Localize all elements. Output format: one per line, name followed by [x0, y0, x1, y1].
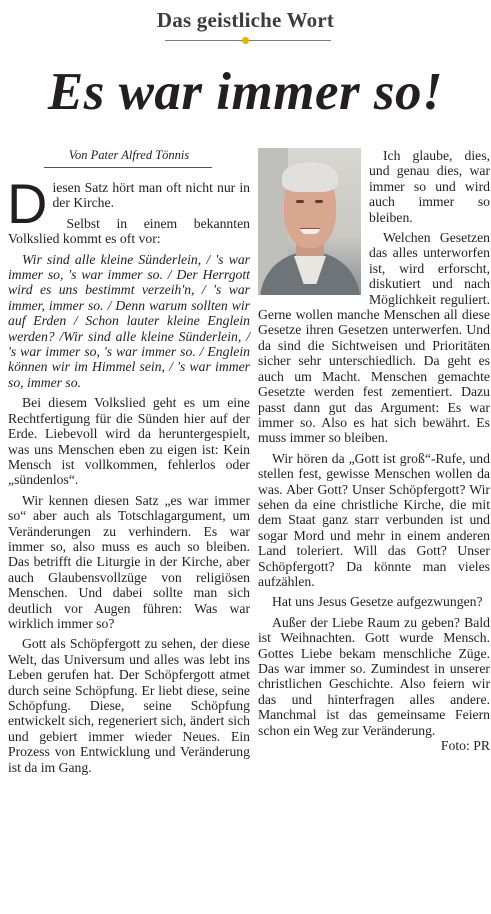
kicker-accent-dot	[242, 37, 249, 44]
paragraph-3: Bei diesem Volkslied geht es um eine Rechtfertigung für die Sünden hier auf der Erde. Liebevoll wird da heruntergespielt, was uns Menschen eben zu eigen ist: Kein Mensch ist vollkommen, fehlerlos oder „sündenlos“.	[8, 395, 250, 488]
paragraph-5: Gott als Schöpfergott zu sehen, der diese Welt, das Universum und alles was lebt ins Leben gerufen hat. Der Schöpfergott atmet durch seine Schöpfung. Er liebt diese, seine Schöpfung. Diese, seine Schöpfung entwickelt sich, regeneriert sich, ändert sich und gebiert immer wieder Neues. Ein Prozess von Entwicklung und Veränderung ist da im Gang.	[8, 636, 250, 775]
paragraph-4: Wir kennen diesen Satz „es war immer so“ aber auch als Totschlagargument, um Veränderungen zu verhindern. Es war immer so, also muss es auch so bleiben. Das betrifft die Liturgie in der Kirche, aber auch Glaubensvollzüge von religiösen Menschen. Und dabei sollte man sich deutlich vor Augen führen: Was war wirklich immer so?	[8, 492, 250, 631]
article-column-1	[7, 172, 250, 780]
photo-credit: Foto: PR	[440, 738, 490, 754]
paragraph-7: Welchen Gesetzen das alles unterworfen ist, wird erforscht, diskutiert und nach Möglichkeit reguliert. Gerne wollen manche Menschen all diese Gesetze ihren Gesetzen unterwerfen. Und da sind die Sichtweisen und Prioritäten sicher sehr unterschiedlich. Da geht es auch um Macht. Menschen gemachte Gesetzte werden fest zementiert. Dazu passt dann gut das Argument: Es war immer so. Also es hat sich bewährt. Es muss immer so bleiben.	[258, 230, 490, 446]
paragraph-2: Selbst in einem bekannten Volkslied kommt es oft vor:	[8, 215, 250, 247]
paragraph-8: Wir hören da „Gott ist groß“-Rufe, und stellen fest, gewisse Menschen wollen da was. Aber Gott? Unser Schöpfergott? Wir sehen da eine christliche Kirche, die mit dem Staat ganz starr verbunden ist und sogar Mord und mehr in einem anderen Land toleriert. Will das Gott? Unser Schöpfergott? Da könnte man vieles aufzählen.	[258, 450, 490, 589]
author-portrait-photo	[258, 148, 361, 295]
headline: Es war immer so!	[47, 63, 444, 121]
photo-eye-left	[296, 200, 304, 203]
photo-mouth	[300, 228, 320, 234]
paragraph-1-text: iesen Satz hört man oft nicht nur in der Kirche.	[52, 180, 250, 211]
photo-hair	[282, 162, 338, 192]
section-kicker: Das geistliche Wort	[156, 8, 335, 32]
drop-cap: D	[7, 172, 48, 235]
byline-rule	[44, 167, 212, 168]
photo-eye-right	[315, 200, 323, 203]
song-lyrics: Wir sind alle kleine Sünderlein, / 's war immer so, 's war immer so. / Der Herrgott wird es uns bestimmt verzeih'n, / 's war immer, immer so. / Denn warum sollten wir auf Erden / Schon lauter kleine Englein werden? /Wir sind alle kleine Sünderlein, / 's war immer so, 's war immer so. / Englein können wir im Himmel sein, / 's war immer so, immer so.	[8, 251, 250, 390]
byline: Von Pater Alfred Tönnis	[68, 148, 190, 162]
paragraph-6: Ich glaube, dies, und genau dies, war immer so und wird auch immer so bleiben.	[369, 148, 490, 225]
paragraph-10-text: Außer der Liebe Raum zu geben? Bald ist Weihnachten. Gott wurde Mensch. Gottes Liebe bekam menschliche Züge. Das war immer so. Zumindest in unserer christlichen Geschichte. Also feiern wir das und hinterfragen alles andere. Manchmal ist das gemeinsame Feiern schon ein Weg zur Veränderung.	[258, 614, 490, 738]
article-column-2	[258, 148, 490, 753]
paragraph-9: Hat uns Jesus Gesetze aufgezwungen?	[272, 594, 483, 610]
paragraph-10	[258, 614, 490, 754]
